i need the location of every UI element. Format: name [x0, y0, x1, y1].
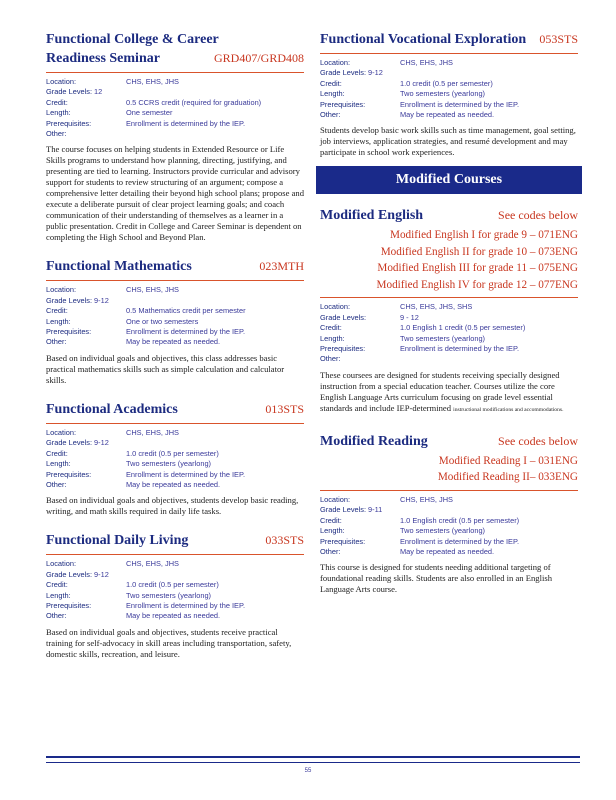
- grade-levels-label: Grade Levels:: [320, 68, 367, 78]
- grade-levels-value: 9-12: [94, 569, 109, 579]
- course-meta: [46, 428, 304, 490]
- location-value: CHS, EHS, JHS, SHS: [400, 302, 473, 312]
- other-label: Other:: [46, 611, 67, 621]
- course-mathematics: [46, 257, 304, 385]
- location-label: Location:: [320, 58, 350, 67]
- credit-label: Credit:: [46, 580, 68, 590]
- see-codes-note: See codes below: [498, 433, 578, 448]
- length-label: Length:: [320, 333, 345, 343]
- course-title-line2: Readiness Seminar: [46, 51, 160, 66]
- course-title: [320, 432, 578, 451]
- credit-label: Credit:: [46, 306, 68, 316]
- course-description: [320, 370, 578, 416]
- page-number: 55: [304, 768, 312, 774]
- prerequisites-value: Enrollment is determined by the IEP.: [126, 469, 245, 479]
- length-label: Length:: [46, 108, 71, 118]
- length-label: Length:: [320, 89, 345, 99]
- credit-value: 1.0 English credit (0.5 per semester): [400, 515, 520, 525]
- course-description: Students develop basic work skills such as time management, goal setting, job interviews, application strategies, and resumé development and may participate in school work experiences.: [320, 125, 576, 158]
- list-item: Modified English IV for grade 12 – 077ENG: [376, 278, 578, 291]
- location-value: CHS, EHS, JHS: [126, 559, 179, 569]
- divider: [320, 490, 578, 491]
- course-title: [320, 206, 578, 225]
- location-value: CHS, EHS, JHS: [126, 427, 179, 437]
- course-code: GRD407/GRD408: [213, 51, 304, 65]
- length-value: Two semesters (yearlong): [400, 526, 486, 536]
- grade-levels-value: 9-12: [368, 68, 383, 78]
- other-label: Other:: [46, 129, 67, 139]
- course-meta: [46, 559, 304, 621]
- divider: [46, 280, 304, 281]
- footer-rule-thin: [46, 762, 580, 763]
- footer-rule: [46, 756, 580, 758]
- course-meta: [320, 58, 578, 120]
- other-label: Other:: [46, 479, 67, 489]
- divider: [46, 554, 304, 555]
- course-title-text: Modified English: [320, 208, 424, 224]
- prerequisites-label: Prerequisites:: [46, 469, 92, 479]
- course-description: The course focuses on helping students in Extended Resource or Life Skills programs to understand how planning, directing, justifying, and presenting are tied to learning. Instructors provide curricular and advisory support for students to review structuring of an argument; compose a comprehensive letter detailing their beyond high school plans; propose and execute a deliberate pursuit of clear project learning goals; and coach communication of their understanding of themselves as a learner in a public presentation. Credit in College and Career Seminar is dependent on completing the High School and Beyond Plan.: [46, 144, 304, 243]
- prerequisites-value: Enrollment is determined by the IEP.: [126, 118, 245, 128]
- course-title: [46, 257, 304, 276]
- course-description: Based on individual goals and objectives, this class addresses basic practical mathematics skills such as simple calculation and calculator skills.: [46, 352, 285, 385]
- course-title-line1: Functional College & Career: [46, 32, 219, 47]
- grade-levels-label: Grade Levels:: [320, 505, 367, 515]
- prerequisites-value: Enrollment is determined by the IEP.: [400, 99, 519, 109]
- location-label: Location:: [320, 494, 350, 504]
- prerequisites-label: Prerequisites:: [320, 99, 366, 109]
- prerequisites-label: Prerequisites:: [320, 344, 366, 354]
- list-item: Modified English II for grade 10 – 073ENG: [380, 245, 578, 258]
- credit-value: 1.0 credit (0.5 per semester): [126, 580, 219, 590]
- course-description-text: These coursees are designed for students receiving specially designed instruction from a special education teacher. Courses utilize the core English Language Arts curriculum focusing on grade level essential standards and include IEP-determined: [320, 369, 560, 413]
- grade-levels-label: Grade Levels:: [320, 312, 367, 322]
- other-value: May be repeated as needed.: [400, 110, 495, 120]
- course-title-text: Modified Reading: [320, 433, 428, 449]
- credit-value: 0.5 Mathematics credit per semester: [126, 306, 246, 316]
- other-label: Other:: [320, 546, 341, 556]
- course-meta: [320, 495, 578, 557]
- course-modified-english: [320, 206, 578, 415]
- grade-levels-value: 9 - 12: [400, 312, 419, 322]
- location-value: CHS, EHS, JHS: [126, 285, 179, 295]
- course-academics: [46, 400, 304, 517]
- course-meta: [320, 302, 578, 364]
- divider: [320, 297, 578, 298]
- location-label: Location:: [46, 77, 76, 86]
- grade-levels-label: Grade Levels:: [46, 569, 93, 579]
- other-value: May be repeated as needed.: [400, 546, 495, 556]
- length-label: Length:: [320, 526, 345, 536]
- length-value: Two semesters (yearlong): [400, 333, 486, 343]
- grade-levels-value: 9-12: [94, 295, 109, 305]
- prerequisites-value: Enrollment is determined by the IEP.: [400, 536, 519, 546]
- other-value: May be repeated as needed.: [126, 611, 221, 621]
- location-label: Location:: [46, 559, 76, 569]
- location-label: Location:: [320, 302, 350, 312]
- credit-value: 1.0 credit (0.5 per semester): [400, 78, 493, 88]
- prerequisites-label: Prerequisites:: [320, 536, 366, 546]
- course-description: Based on individual goals and objectives, students develop basic reading, writing, and math skills required in daily life tasks.: [46, 495, 299, 517]
- length-value: One or two semesters: [126, 316, 199, 326]
- grade-levels-value: 12: [94, 87, 103, 97]
- divider: [320, 53, 578, 54]
- list-item: Modified English I for grade 9 – 071ENG: [390, 229, 578, 242]
- credit-value: 1.0 English 1 credit (0.5 per semester): [400, 323, 526, 333]
- credit-label: Credit:: [320, 323, 342, 333]
- prerequisites-label: Prerequisites:: [46, 600, 92, 610]
- length-value: Two semesters (yearlong): [126, 459, 212, 469]
- prerequisites-value: Enrollment is determined by the IEP.: [126, 600, 245, 610]
- course-description: Based on individual goals and objectives, students receive practical training for self-advocacy in skill areas including transportation, safety, domestic skills, recreation, and leisure.: [46, 626, 292, 659]
- length-value: Two semesters (yearlong): [400, 89, 486, 99]
- course-title-text: Functional Mathematics: [46, 259, 192, 275]
- location-value: CHS, EHS, JHS: [400, 494, 453, 504]
- course-title-text: Functional Vocational Exploration: [320, 32, 527, 47]
- grade-levels-label: Grade Levels:: [46, 87, 93, 97]
- right-column: [320, 30, 578, 595]
- grade-levels-value: 9-12: [94, 438, 109, 448]
- location-label: Location:: [46, 285, 76, 295]
- course-title: [320, 30, 578, 49]
- grade-levels-value: 9-11: [368, 505, 383, 515]
- course-code: 023MTH: [259, 259, 304, 274]
- credit-label: Credit:: [46, 448, 68, 458]
- course-meta: [46, 285, 304, 347]
- course-college-career: [46, 30, 304, 243]
- course-modified-reading: [320, 432, 578, 595]
- course-title: [46, 531, 304, 550]
- prerequisites-value: Enrollment is determined by the IEP.: [126, 327, 245, 337]
- prerequisites-label: Prerequisites:: [46, 118, 92, 128]
- course-title: [46, 400, 304, 419]
- prerequisites-label: Prerequisites:: [46, 327, 92, 337]
- length-label: Length:: [46, 316, 71, 326]
- other-value: May be repeated as needed.: [126, 479, 221, 489]
- course-code: 053STS: [539, 32, 578, 46]
- list-item: Modified English III for grade 11 – 075ENG: [377, 262, 578, 275]
- course-title-text: Functional Academics: [46, 401, 178, 417]
- other-label: Other:: [46, 337, 67, 347]
- list-item: Modified Reading I – 031ENG: [438, 454, 578, 467]
- course-code: 033STS: [265, 533, 304, 548]
- other-label: Other:: [320, 110, 341, 120]
- length-label: Length:: [46, 590, 71, 600]
- modified-courses-banner: Modified Courses: [316, 166, 582, 194]
- location-value: CHS, EHS, JHS: [126, 77, 179, 86]
- credit-value: 0.5 CCRS credit (required for graduation): [126, 97, 262, 107]
- course-code-list: [320, 227, 578, 293]
- prerequisites-value: Enrollment is determined by the IEP.: [400, 344, 519, 354]
- course-description: This course is designed for students needing additional targeting of foundational reading skills. Students are also enrolled in an English Language Arts course.: [320, 562, 552, 595]
- course-code-list: [320, 453, 578, 486]
- course-meta: [46, 77, 304, 139]
- other-value: May be repeated as needed.: [126, 337, 221, 347]
- course-daily-living: [46, 531, 304, 659]
- location-label: Location:: [46, 427, 76, 437]
- course-vocational: [320, 30, 578, 158]
- course-title-text: Functional Daily Living: [46, 533, 189, 549]
- length-value: Two semesters (yearlong): [126, 590, 212, 600]
- credit-label: Credit:: [46, 97, 68, 107]
- location-value: CHS, EHS, JHS: [400, 58, 453, 67]
- credit-value: 1.0 credit (0.5 per semester): [126, 448, 219, 458]
- divider: [46, 72, 304, 73]
- see-codes-note: See codes below: [498, 208, 578, 223]
- grade-levels-label: Grade Levels:: [46, 295, 93, 305]
- divider: [46, 423, 304, 424]
- course-code: 013STS: [265, 401, 304, 416]
- list-item: Modified Reading II– 033ENG: [437, 471, 578, 484]
- credit-label: Credit:: [320, 515, 342, 525]
- course-description-small: instructional modifications and accommodations.: [453, 406, 564, 413]
- grade-levels-label: Grade Levels:: [46, 438, 93, 448]
- credit-label: Credit:: [320, 78, 342, 88]
- other-label: Other:: [320, 354, 341, 364]
- left-column: [46, 30, 304, 660]
- length-value: One semester: [126, 108, 173, 118]
- length-label: Length:: [46, 459, 71, 469]
- course-title: [46, 30, 304, 49]
